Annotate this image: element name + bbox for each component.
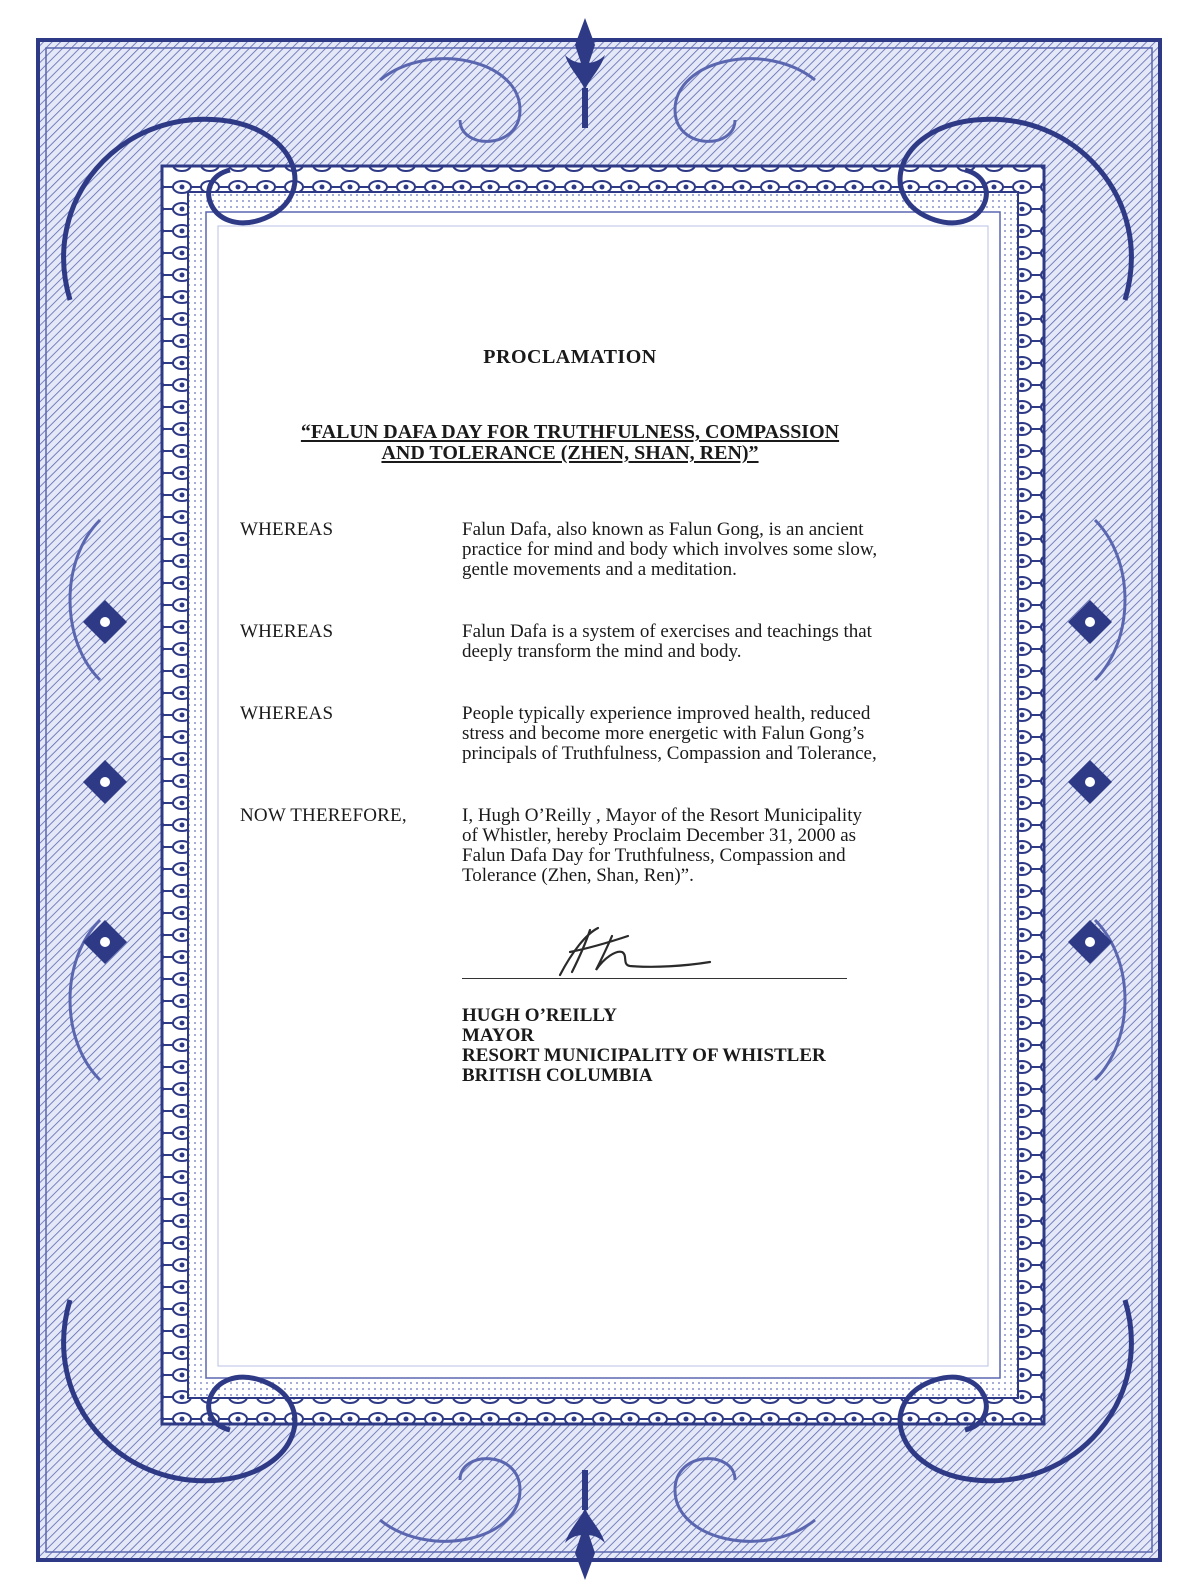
subtitle-line-1: “FALUN DAFA DAY FOR TRUTHFULNESS, COMPASSION	[300, 421, 840, 443]
subtitle-line-2: AND TOLERANCE (ZHEN, SHAN, REN)”	[381, 442, 759, 464]
signatory-name: HUGH O’REILLY	[462, 1005, 618, 1026]
signatory-title: MAYOR	[462, 1025, 535, 1046]
clause-text: I, Hugh O’Reilly , Mayor of the Resort Municipality of Whistler, hereby Proclaim December 31, 2000 as Falun Dafa Day for Truthfulness, Compassion and Tolerance (Zhen, Shan, Ren)”.	[462, 805, 862, 886]
clause-text: Falun Dafa is a system of exercises and teachings that deeply transform the mind and body.	[462, 621, 872, 662]
clause-label: WHEREAS	[240, 703, 334, 724]
page-title: PROCLAMATION	[483, 346, 657, 368]
clause-label: NOW THEREFORE,	[240, 805, 407, 826]
clause-label: WHEREAS	[240, 621, 334, 642]
signatory-block	[462, 1006, 826, 1086]
clause-text: Falun Dafa, also known as Falun Gong, is an ancient practice for mind and body which involves some slow, gentle movements and a meditation.	[462, 519, 878, 580]
clause-label: WHEREAS	[240, 519, 334, 540]
signatory-organization: RESORT MUNICIPALITY OF WHISTLER	[462, 1045, 826, 1066]
signature-line	[462, 978, 847, 979]
signatory-province: BRITISH COLUMBIA	[462, 1065, 653, 1086]
clause-text: People typically experience improved health, reduced stress and become more energetic with Falun Gong’s principals of Truthfulness, Compassion and Tolerance,	[462, 703, 877, 764]
proclamation-subtitle	[240, 422, 900, 464]
